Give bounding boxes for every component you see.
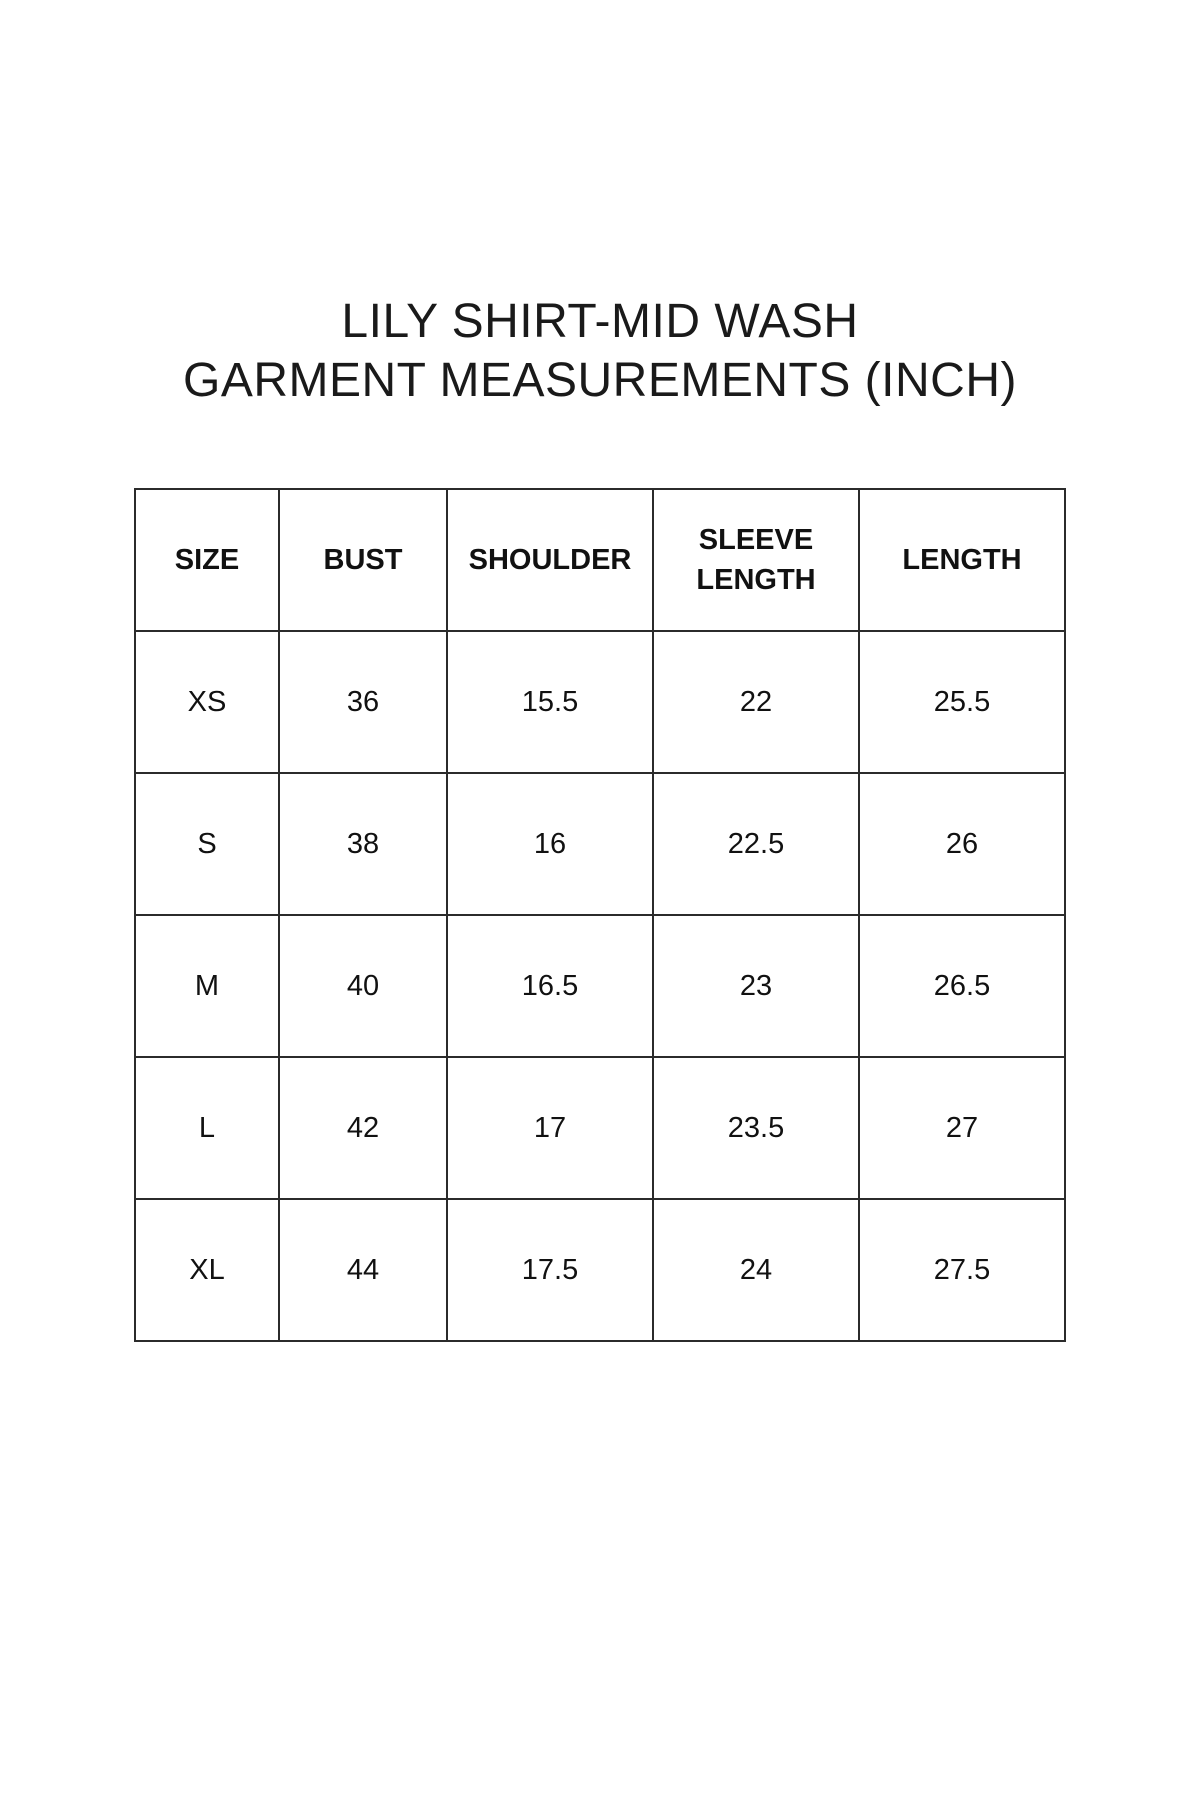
header-sleeve-length-text: SLEEVE LENGTH bbox=[696, 524, 816, 596]
cell-bust: 36 bbox=[279, 631, 447, 773]
cell-bust: 44 bbox=[279, 1199, 447, 1341]
cell-shoulder: 17.5 bbox=[447, 1199, 653, 1341]
table-row bbox=[135, 915, 1065, 1057]
page-title bbox=[0, 292, 1200, 410]
cell-shoulder: 15.5 bbox=[447, 631, 653, 773]
header-sleeve-length bbox=[653, 489, 859, 631]
cell-length: 27.5 bbox=[859, 1199, 1065, 1341]
cell-size: S bbox=[135, 773, 279, 915]
header-size: SIZE bbox=[135, 489, 279, 631]
cell-length: 25.5 bbox=[859, 631, 1065, 773]
cell-length: 27 bbox=[859, 1057, 1065, 1199]
cell-sleeve-length: 24 bbox=[653, 1199, 859, 1341]
header-length: LENGTH bbox=[859, 489, 1065, 631]
cell-shoulder: 16 bbox=[447, 773, 653, 915]
cell-bust: 38 bbox=[279, 773, 447, 915]
cell-shoulder: 17 bbox=[447, 1057, 653, 1199]
cell-length: 26 bbox=[859, 773, 1065, 915]
cell-bust: 42 bbox=[279, 1057, 447, 1199]
header-shoulder: SHOULDER bbox=[447, 489, 653, 631]
size-chart-table bbox=[134, 488, 1066, 1342]
header-bust: BUST bbox=[279, 489, 447, 631]
table-header-row bbox=[135, 489, 1065, 631]
title-line-measurements: GARMENT MEASUREMENTS (INCH) bbox=[183, 354, 1017, 407]
cell-size: XL bbox=[135, 1199, 279, 1341]
cell-size: XS bbox=[135, 631, 279, 773]
cell-sleeve-length: 23.5 bbox=[653, 1057, 859, 1199]
cell-sleeve-length: 22 bbox=[653, 631, 859, 773]
cell-bust: 40 bbox=[279, 915, 447, 1057]
table-row bbox=[135, 631, 1065, 773]
cell-shoulder: 16.5 bbox=[447, 915, 653, 1057]
cell-sleeve-length: 22.5 bbox=[653, 773, 859, 915]
cell-size: M bbox=[135, 915, 279, 1057]
cell-sleeve-length: 23 bbox=[653, 915, 859, 1057]
table-row bbox=[135, 1199, 1065, 1341]
cell-length: 26.5 bbox=[859, 915, 1065, 1057]
table-row bbox=[135, 773, 1065, 915]
table-row bbox=[135, 1057, 1065, 1199]
title-line-product: LILY SHIRT-MID WASH bbox=[341, 295, 859, 348]
cell-size: L bbox=[135, 1057, 279, 1199]
